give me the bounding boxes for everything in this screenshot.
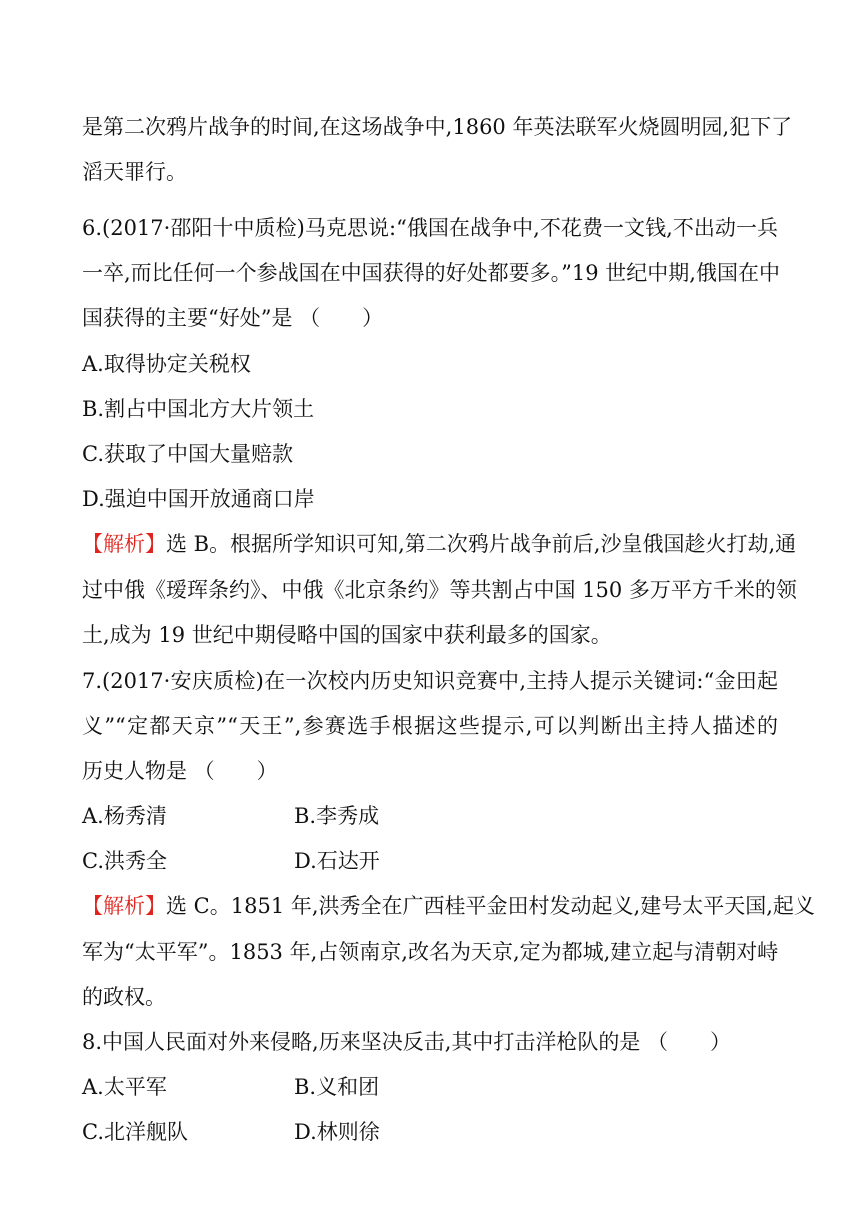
- q7-analysis-line-1: [82, 891, 815, 921]
- q6-stem-line-3: 国获得的主要“好处”是 （ ）: [82, 306, 384, 330]
- q6-analysis-tag: 【解析】: [82, 532, 166, 556]
- intro-line-2: 滔天罪行。: [82, 160, 187, 184]
- q7-stem-line-1: 7.(2017·安庆质检)在一次校内历史知识竞赛中,主持人提示关键词:“金田起: [82, 669, 778, 693]
- q7-analysis-line-3: 的政权。: [82, 985, 166, 1009]
- q7-options-row-1: [82, 801, 778, 831]
- q7-option-d: D.石达开: [294, 849, 380, 873]
- q6-stem-line-2: 一卒,而比任何一个参战国在中国获得的好处都要多。”19 世纪中期,俄国在中: [82, 261, 780, 285]
- q8-options-row-1: [82, 1072, 778, 1102]
- q7-stem-line-3: 历史人物是 （ ）: [82, 759, 278, 783]
- q7-option-c: C.洪秀全: [82, 849, 167, 873]
- q7-analysis-tag: 【解析】: [82, 894, 166, 918]
- q8-options-row-2: [82, 1117, 778, 1147]
- q6-analysis-line-2: 过中俄《瑷珲条约》、中俄《北京条约》等共割占中国 150 多万平方千米的领: [82, 578, 797, 602]
- q8-stem-line-1: 8.中国人民面对外来侵略,历来坚决反击,其中打击洋枪队的是 （ ）: [82, 1030, 732, 1054]
- q6-stem-line-1: 6.(2017·邵阳十中质检)马克思说:“俄国在战争中,不花费一文钱,不出动一兵: [82, 216, 778, 240]
- q7-analysis-line-2: 军为“太平军”。1853 年,占领南京,改名为天京,定为都城,建立起与清朝对峙: [82, 940, 779, 964]
- intro-line-1: 是第二次鸦片战争的时间,在这场战争中,1860 年英法联军火烧圆明园,犯下了: [82, 115, 793, 139]
- q8-option-a: A.太平军: [82, 1075, 167, 1099]
- q7-options-row-2: [82, 846, 778, 876]
- q6-analysis-line-1: [82, 529, 797, 559]
- q6-option-d: D.强迫中国开放通商口岸: [82, 487, 315, 511]
- q7-option-b: B.李秀成: [294, 804, 380, 828]
- q7-stem-line-2: 义”“定都天京”“天王”,参赛选手根据这些提示,可以判断出主持人描述的: [82, 714, 778, 738]
- q6-analysis-text-1: 选 B。根据所学知识可知,第二次鸦片战争前后,沙皇俄国趁火打劫,通: [166, 532, 797, 556]
- q6-analysis-line-3: 土,成为 19 世纪中期侵略中国的国家中获利最多的国家。: [82, 623, 612, 647]
- q8-option-c: C.北洋舰队: [82, 1120, 188, 1144]
- q8-option-d: D.林则徐: [294, 1120, 380, 1144]
- q7-option-a: A.杨秀清: [82, 804, 167, 828]
- q6-option-b: B.割占中国北方大片领土: [82, 397, 315, 421]
- q7-analysis-text-1: 选 C。1851 年,洪秀全在广西桂平金田村发动起义,建号太平天国,起义: [166, 894, 815, 918]
- q6-option-c: C.获取了中国大量赔款: [82, 442, 293, 466]
- q6-option-a: A.取得协定关税权: [82, 352, 251, 376]
- q8-option-b: B.义和团: [294, 1075, 380, 1099]
